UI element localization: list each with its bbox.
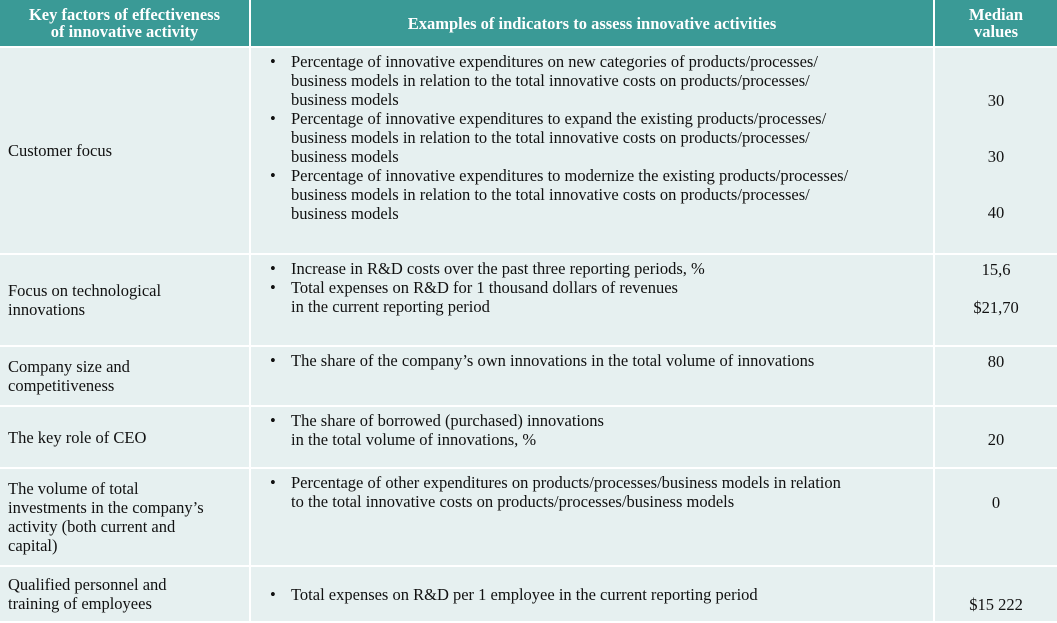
indicators-cell <box>250 406 934 468</box>
table-row <box>0 346 1057 406</box>
factor-cell: Qualified personnel and training of employees <box>0 566 250 622</box>
factor-cell: Customer focus <box>0 47 250 254</box>
factor-cell: The volume of total investments in the company’s activity (both current and capital) <box>0 468 250 566</box>
median-value: 40 <box>987 203 1005 222</box>
median-value: $15 222 <box>969 595 1023 614</box>
median-cell <box>934 47 1057 254</box>
indicator-item: • The share of borrowed (purchased) innovations in the total volume of innovations, % <box>267 411 927 449</box>
header-median: Median values <box>934 0 1057 47</box>
indicators-cell <box>250 346 934 406</box>
table-row <box>0 406 1057 468</box>
median-value: 0 <box>991 493 1001 512</box>
indicator-list <box>267 52 927 223</box>
indicator-item: • Percentage of innovative expenditures to modernize the existing products/processes/ business models in relation to the total innovative costs on products/processes/ business models <box>267 166 927 223</box>
indicators-cell <box>250 566 934 622</box>
indicator-item: • The share of the company’s own innovations in the total volume of innovations <box>267 351 927 370</box>
table-row <box>0 47 1057 254</box>
indicators-cell <box>250 47 934 254</box>
indicators-cell <box>250 468 934 566</box>
median-cell <box>934 346 1057 406</box>
indicator-item: • Total expenses on R&D for 1 thousand dollars of revenues in the current reporting period <box>267 278 927 316</box>
factor-cell: The key role of CEO <box>0 406 250 468</box>
indicators-cell <box>250 254 934 346</box>
indicator-item: • Percentage of innovative expenditures to expand the existing products/processes/ business models in relation to the total innovative costs on products/processes/ business models <box>267 109 927 166</box>
table-row <box>0 254 1057 346</box>
median-cell <box>934 566 1057 622</box>
table-row <box>0 468 1057 566</box>
indicator-list <box>267 351 927 370</box>
indicator-item: • Percentage of other expenditures on products/processes/business models in relation to the total innovative costs on products/processes/business models <box>267 473 927 511</box>
median-value: 20 <box>987 430 1005 449</box>
median-value: 30 <box>987 147 1005 166</box>
median-value: 80 <box>987 352 1005 371</box>
indicator-item: • Percentage of innovative expenditures on new categories of products/processes/ business models in relation to the total innovative costs on products/processes/ business models <box>267 52 927 109</box>
median-value: $21,70 <box>973 298 1019 317</box>
median-cell <box>934 468 1057 566</box>
table-row <box>0 566 1057 622</box>
indicator-item: • Increase in R&D costs over the past three reporting periods, % <box>267 259 927 278</box>
indicator-list <box>267 585 927 604</box>
indicator-list <box>267 473 927 511</box>
factor-cell: Company size and competitiveness <box>0 346 250 406</box>
median-value: 30 <box>987 91 1005 110</box>
header-row <box>0 0 1057 47</box>
indicator-item: • Total expenses on R&D per 1 employee in the current reporting period <box>267 585 927 604</box>
indicator-list <box>267 411 927 449</box>
median-cell <box>934 254 1057 346</box>
header-indicators: Examples of indicators to assess innovative activities <box>250 0 934 47</box>
indicator-list <box>267 259 927 316</box>
median-value: 15,6 <box>981 260 1011 279</box>
factor-cell: Focus on technological innovations <box>0 254 250 346</box>
median-cell <box>934 406 1057 468</box>
header-factor: Key factors of effectiveness of innovative activity <box>0 0 250 47</box>
